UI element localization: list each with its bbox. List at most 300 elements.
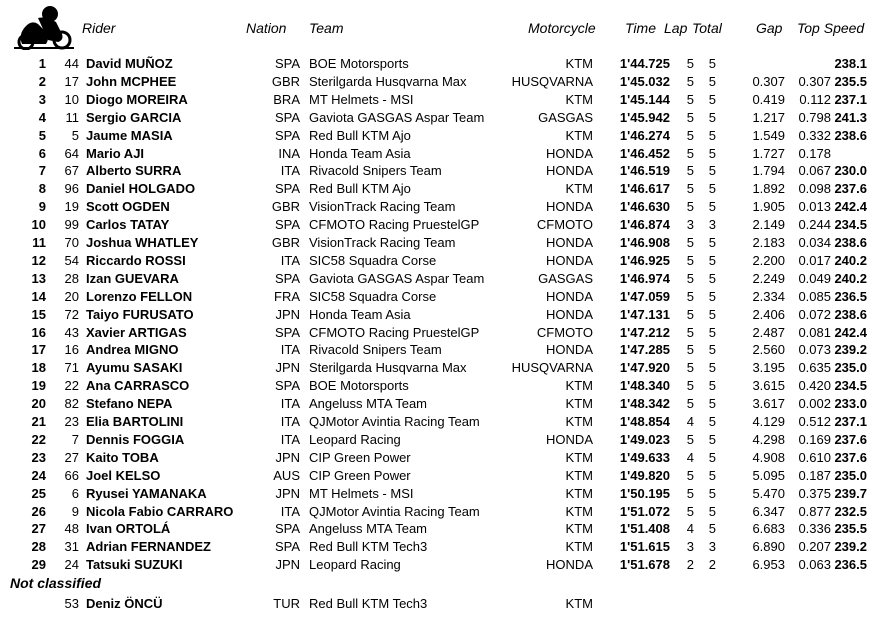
cell-num: 9	[71, 503, 79, 519]
cell-time: 1'47.059	[619, 288, 670, 304]
table-row	[0, 485, 876, 503]
table-row	[0, 127, 876, 145]
header-lap: Lap	[664, 20, 688, 36]
cell-nat: SPA	[274, 539, 300, 555]
cell-name: Riccardo ROSSI	[86, 252, 186, 268]
cell-num: 71	[64, 360, 79, 376]
table-row	[0, 538, 876, 556]
header-gap: Gap	[756, 20, 783, 36]
cell-pos: 18	[31, 360, 46, 376]
cell-num: 66	[64, 467, 79, 483]
table-row	[0, 395, 876, 413]
cell-tot: 5	[708, 449, 716, 465]
cell-nat: ITA	[280, 342, 300, 358]
cell-lap: 5	[686, 503, 694, 519]
cell-num: 20	[64, 288, 79, 304]
cell-tot: 5	[708, 324, 716, 340]
cell-tot: 5	[708, 145, 716, 161]
cell-spd: 241.3	[834, 109, 867, 125]
cell-spd: 236.5	[834, 557, 867, 573]
cell-gap2: 0.081	[798, 324, 831, 340]
cell-spd: 233.0	[834, 396, 867, 412]
cell-gap: 6.683	[752, 521, 785, 537]
table-row	[0, 216, 876, 234]
cell-name: Deniz ÖNCÜ	[86, 596, 163, 611]
cell-spd: 237.6	[834, 181, 867, 197]
cell-moto: HONDA	[546, 288, 593, 304]
cell-spd: 238.6	[834, 235, 867, 250]
cell-lap: 5	[686, 270, 694, 286]
cell-num: 48	[64, 521, 79, 537]
cell-moto: KTM	[565, 181, 593, 197]
cell-nat: JPN	[275, 449, 300, 465]
cell-tot: 5	[708, 235, 716, 250]
cell-moto: KTM	[565, 485, 593, 501]
cell-time: 1'45.032	[619, 73, 670, 89]
cell-spd: 237.1	[834, 414, 867, 429]
cell-pos: 24	[31, 467, 46, 483]
cell-name: Alberto SURRA	[86, 163, 182, 179]
cell-tot: 5	[708, 342, 716, 358]
cell-time: 1'51.408	[619, 521, 670, 537]
cell-num: 11	[65, 109, 79, 125]
cell-time: 1'48.342	[619, 396, 670, 412]
cell-moto: KTM	[565, 414, 593, 429]
cell-gap2: 0.072	[798, 306, 831, 322]
cell-spd: 240.2	[834, 270, 867, 286]
cell-time: 1'46.630	[619, 199, 670, 215]
cell-pos: 4	[38, 109, 46, 125]
cell-gap2: 0.336	[798, 521, 831, 537]
cell-gap2: 0.073	[798, 342, 831, 358]
cell-time: 1'48.854	[619, 414, 670, 429]
cell-gap2: 0.635	[798, 360, 831, 376]
cell-tot: 5	[708, 396, 716, 412]
cell-name: Scott OGDEN	[86, 199, 170, 215]
cell-spd: 240.2	[834, 252, 867, 268]
table-row	[0, 55, 876, 73]
cell-lap: 5	[686, 91, 694, 107]
cell-nat: ITA	[280, 414, 300, 429]
cell-team: Honda Team Asia	[309, 145, 411, 161]
cell-spd: 239.2	[834, 539, 867, 555]
table-row	[0, 252, 876, 270]
table-row	[0, 198, 876, 216]
cell-time: 1'46.274	[619, 127, 670, 143]
cell-name: Taiyo FURUSATO	[86, 306, 194, 322]
cell-name: Dennis FOGGIA	[86, 431, 185, 447]
cell-nat: SPA	[274, 270, 300, 286]
cell-spd: 237.6	[834, 431, 867, 447]
cell-num: 22	[64, 378, 79, 394]
cell-name: Mario AJI	[86, 145, 145, 161]
cell-gap2: 0.332	[798, 127, 831, 143]
cell-tot: 5	[708, 485, 716, 501]
cell-lap: 5	[686, 306, 694, 322]
cell-num: 23	[64, 414, 79, 429]
cell-nat: SPA	[274, 378, 300, 394]
cell-num: 53	[64, 596, 79, 611]
cell-gap: 2.334	[752, 288, 785, 304]
cell-time: 1'45.942	[619, 109, 670, 125]
cell-moto: HONDA	[546, 199, 593, 215]
cell-tot: 5	[708, 181, 716, 197]
cell-tot: 5	[708, 56, 716, 71]
cell-team: Leopard Racing	[309, 431, 401, 447]
table-row	[0, 359, 876, 377]
cell-name: Xavier ARTIGAS	[86, 324, 187, 340]
cell-tot: 5	[708, 503, 716, 519]
cell-pos: 17	[31, 342, 46, 358]
cell-pos: 6	[38, 145, 46, 161]
cell-pos: 16	[31, 324, 46, 340]
cell-name: Adrian FERNANDEZ	[86, 539, 211, 555]
cell-pos: 28	[31, 539, 46, 555]
cell-gap: 1.905	[752, 199, 785, 215]
cell-gap: 5.095	[752, 467, 785, 483]
cell-time: 1'47.131	[619, 306, 670, 322]
cell-lap: 5	[686, 342, 694, 358]
header-top-speed: Top Speed	[797, 20, 865, 36]
cell-pos: 21	[31, 414, 46, 429]
cell-name: Nicola Fabio CARRARO	[86, 503, 234, 519]
cell-spd: 237.6	[834, 449, 867, 465]
cell-team: Honda Team Asia	[309, 306, 411, 322]
cell-spd: 235.5	[834, 521, 867, 537]
cell-moto: HONDA	[546, 306, 593, 322]
cell-gap: 1.217	[752, 109, 785, 125]
cell-pos: 7	[38, 163, 46, 179]
cell-pos: 3	[38, 91, 46, 107]
cell-gap2: 0.013	[798, 199, 831, 215]
cell-num: 6	[71, 485, 79, 501]
cell-gap: 1.727	[752, 145, 785, 161]
cell-nat: ITA	[280, 252, 300, 268]
cell-team: QJMotor Avintia Racing Team	[309, 414, 480, 429]
cell-moto: KTM	[565, 467, 593, 483]
cell-pos: 23	[31, 449, 46, 465]
cell-tot: 5	[708, 270, 716, 286]
cell-gap: 2.560	[752, 342, 785, 358]
cell-nat: ITA	[280, 396, 300, 412]
cell-spd: 235.0	[834, 360, 867, 376]
cell-gap2: 0.063	[798, 557, 831, 573]
cell-pos: 27	[31, 521, 46, 537]
cell-tot: 5	[708, 199, 716, 215]
cell-team: VisionTrack Racing Team	[309, 235, 456, 250]
cell-num: 24	[64, 557, 79, 573]
table-row	[0, 109, 876, 127]
cell-tot: 5	[708, 360, 716, 376]
cell-team: CIP Green Power	[309, 467, 411, 483]
cell-lap: 5	[686, 56, 694, 71]
table-row	[0, 145, 876, 163]
cell-gap2: 0.017	[798, 252, 831, 268]
cell-nat: SPA	[274, 324, 300, 340]
cell-pos: 25	[31, 485, 46, 501]
cell-gap2: 0.207	[798, 539, 831, 555]
table-row	[0, 595, 876, 613]
cell-tot: 5	[708, 378, 716, 394]
cell-pos: 14	[31, 288, 46, 304]
cell-time: 1'46.974	[619, 270, 670, 286]
cell-lap: 5	[686, 109, 694, 125]
cell-gap: 0.419	[752, 91, 785, 107]
cell-gap: 5.470	[752, 485, 785, 501]
cell-gap2: 0.375	[798, 485, 831, 501]
table-row	[0, 73, 876, 91]
cell-num: 16	[64, 342, 79, 358]
cell-lap: 3	[686, 217, 694, 233]
cell-team: Angeluss MTA Team	[309, 521, 428, 537]
table-row	[0, 180, 876, 198]
table-row	[0, 377, 876, 395]
cell-moto: KTM	[565, 127, 593, 143]
cell-gap2: 0.085	[798, 288, 831, 304]
cell-spd: 239.2	[834, 342, 867, 358]
cell-moto: CFMOTO	[536, 324, 593, 340]
cell-lap: 5	[686, 145, 694, 161]
cell-time: 1'49.633	[619, 449, 670, 465]
cell-gap2: 0.244	[798, 217, 831, 233]
cell-num: 44	[64, 56, 79, 71]
table-row	[0, 413, 876, 431]
table-row	[0, 234, 876, 252]
cell-spd: 234.5	[834, 378, 867, 394]
cell-gap: 0.307	[752, 73, 785, 89]
cell-lap: 4	[686, 449, 694, 465]
cell-nat: TUR	[273, 596, 300, 611]
cell-pos: 2	[38, 73, 46, 89]
cell-moto: GASGAS	[538, 109, 593, 125]
cell-nat: SPA	[274, 127, 300, 143]
cell-moto: KTM	[565, 539, 593, 555]
cell-name: Ayumu SASAKI	[86, 360, 183, 376]
cell-tot: 5	[708, 288, 716, 304]
cell-time: 1'47.285	[619, 342, 670, 358]
cell-num: 82	[64, 396, 79, 412]
cell-spd: 235.5	[834, 73, 867, 89]
cell-lap: 5	[686, 199, 694, 215]
table-row	[0, 431, 876, 449]
cell-name: Daniel HOLGADO	[86, 181, 196, 197]
cell-num: 72	[64, 306, 79, 322]
cell-gap2: 0.877	[798, 503, 831, 519]
cell-name: Diogo MOREIRA	[86, 91, 188, 107]
cell-team: Rivacold Snipers Team	[309, 342, 442, 358]
cell-nat: ITA	[280, 163, 300, 179]
cell-pos: 19	[31, 378, 46, 394]
cell-pos: 13	[31, 270, 46, 286]
cell-pos: 22	[31, 431, 46, 447]
cell-nat: JPN	[275, 306, 300, 322]
cell-lap: 5	[686, 324, 694, 340]
cell-team: Rivacold Snipers Team	[309, 163, 442, 179]
cell-team: SIC58 Squadra Corse	[309, 288, 437, 304]
cell-pos: 29	[31, 557, 46, 573]
cell-num: 7	[71, 431, 79, 447]
cell-gap: 4.298	[752, 431, 785, 447]
cell-lap: 5	[686, 288, 694, 304]
cell-spd: 234.5	[834, 217, 867, 233]
cell-gap: 2.406	[752, 306, 785, 322]
cell-pos: 5	[38, 127, 46, 143]
cell-time: 1'46.452	[619, 145, 670, 161]
cell-lap: 3	[686, 539, 694, 555]
cell-num: 31	[64, 539, 79, 555]
cell-gap2: 0.034	[798, 235, 831, 250]
cell-tot: 5	[708, 306, 716, 322]
cell-moto: HONDA	[546, 342, 593, 358]
cell-pos: 10	[31, 217, 46, 233]
table-row	[0, 288, 876, 306]
cell-num: 10	[64, 91, 79, 107]
cell-num: 70	[64, 235, 79, 250]
cell-team: VisionTrack Racing Team	[309, 199, 456, 215]
cell-gap2: 0.049	[798, 270, 831, 286]
cell-pos: 8	[38, 181, 46, 197]
cell-tot: 5	[708, 521, 716, 537]
cell-moto: CFMOTO	[536, 217, 593, 233]
cell-time: 1'47.920	[619, 360, 670, 376]
cell-gap2: 0.420	[798, 378, 831, 394]
cell-nat: SPA	[274, 56, 300, 71]
cell-name: Elia BARTOLINI	[86, 414, 184, 429]
cell-time: 1'47.212	[619, 324, 670, 340]
cell-num: 17	[64, 73, 79, 89]
cell-gap2: 0.169	[798, 431, 831, 447]
table-row	[0, 91, 876, 109]
cell-moto: KTM	[565, 56, 593, 71]
cell-lap: 2	[686, 557, 694, 573]
cell-pos: 9	[38, 199, 46, 215]
cell-lap: 5	[686, 73, 694, 89]
cell-nat: SPA	[274, 521, 300, 537]
cell-team: Sterilgarda Husqvarna Max	[309, 73, 467, 89]
cell-num: 54	[64, 252, 79, 268]
header-time: Time	[625, 20, 656, 36]
cell-nat: JPN	[275, 485, 300, 501]
cell-nat: SPA	[274, 109, 300, 125]
cell-moto: HUSQVARNA	[511, 73, 593, 89]
cell-gap2: 0.098	[798, 181, 831, 197]
cell-spd: 242.4	[834, 324, 867, 340]
cell-pos: 15	[31, 306, 46, 322]
cell-name: Joshua WHATLEY	[86, 235, 199, 250]
cell-gap2: 0.798	[798, 109, 831, 125]
cell-team: BOE Motorsports	[309, 56, 409, 71]
cell-spd: 232.5	[834, 503, 867, 519]
cell-tot: 5	[708, 73, 716, 89]
cell-nat: BRA	[273, 91, 300, 107]
cell-team: Red Bull KTM Ajo	[309, 181, 411, 197]
cell-time: 1'50.195	[619, 485, 670, 501]
cell-name: Ivan ORTOLÁ	[86, 521, 171, 537]
cell-name: David MUÑOZ	[86, 56, 173, 71]
cell-lap: 5	[686, 431, 694, 447]
cell-moto: HONDA	[546, 252, 593, 268]
cell-tot: 5	[708, 431, 716, 447]
cell-name: Ryusei YAMANAKA	[86, 485, 207, 501]
cell-spd: 237.1	[834, 91, 867, 107]
cell-team: Gaviota GASGAS Aspar Team	[309, 109, 485, 125]
cell-lap: 5	[686, 127, 694, 143]
cell-lap: 4	[686, 521, 694, 537]
cell-time: 1'51.072	[619, 503, 670, 519]
cell-nat: AUS	[273, 467, 300, 483]
cell-name: Ana CARRASCO	[86, 378, 190, 394]
cell-gap: 3.617	[752, 396, 785, 412]
header-team: Team	[309, 20, 344, 36]
cell-num: 27	[64, 449, 79, 465]
cell-gap: 2.183	[752, 235, 785, 250]
cell-spd: 238.6	[834, 306, 867, 322]
cell-gap: 6.347	[752, 503, 785, 519]
cell-time: 1'45.144	[619, 91, 670, 107]
cell-pos: 1	[38, 56, 46, 71]
cell-name: John MCPHEE	[86, 73, 177, 89]
cell-time: 1'49.820	[619, 467, 670, 483]
cell-gap: 4.129	[752, 414, 785, 429]
cell-moto: KTM	[565, 91, 593, 107]
cell-spd: 230.0	[834, 163, 867, 179]
cell-lap: 4	[686, 414, 694, 429]
cell-gap2: 0.002	[798, 396, 831, 412]
cell-nat: INA	[278, 145, 300, 161]
cell-moto: HONDA	[546, 431, 593, 447]
cell-nat: JPN	[275, 360, 300, 376]
cell-gap: 2.249	[752, 270, 785, 286]
cell-gap2: 0.610	[798, 449, 831, 465]
cell-moto: KTM	[565, 596, 593, 611]
cell-moto: GASGAS	[538, 270, 593, 286]
table-row	[0, 556, 876, 574]
cell-spd: 238.1	[834, 56, 867, 71]
cell-gap2: 0.307	[798, 73, 831, 89]
cell-team: CIP Green Power	[309, 449, 411, 465]
cell-lap: 5	[686, 252, 694, 268]
cell-name: Carlos TATAY	[86, 217, 170, 233]
cell-spd: 242.4	[834, 199, 867, 215]
cell-tot: 5	[708, 252, 716, 268]
motorcycle-rider-icon	[12, 4, 76, 50]
cell-moto: HONDA	[546, 557, 593, 573]
cell-time: 1'46.519	[619, 163, 670, 179]
cell-gap2: 0.067	[798, 163, 831, 179]
cell-gap: 1.794	[752, 163, 785, 179]
cell-gap: 4.908	[752, 449, 785, 465]
cell-team: Red Bull KTM Tech3	[309, 596, 428, 611]
cell-tot: 5	[708, 127, 716, 143]
cell-time: 1'46.908	[619, 235, 670, 250]
cell-num: 43	[64, 324, 79, 340]
cell-nat: SPA	[274, 217, 300, 233]
cell-time: 1'46.925	[619, 252, 670, 268]
cell-gap2: 0.112	[799, 91, 831, 107]
cell-name: Jaume MASIA	[86, 127, 173, 143]
cell-lap: 5	[686, 467, 694, 483]
cell-num: 5	[71, 127, 79, 143]
cell-lap: 5	[686, 360, 694, 376]
cell-moto: HONDA	[546, 145, 593, 161]
header-motorcycle: Motorcycle	[528, 20, 596, 36]
cell-team: MT Helmets - MSI	[309, 485, 414, 501]
table-row	[0, 467, 876, 485]
cell-gap2: 0.178	[798, 145, 831, 161]
cell-lap: 5	[686, 181, 694, 197]
cell-name: Lorenzo FELLON	[86, 288, 193, 304]
cell-lap: 5	[686, 485, 694, 501]
